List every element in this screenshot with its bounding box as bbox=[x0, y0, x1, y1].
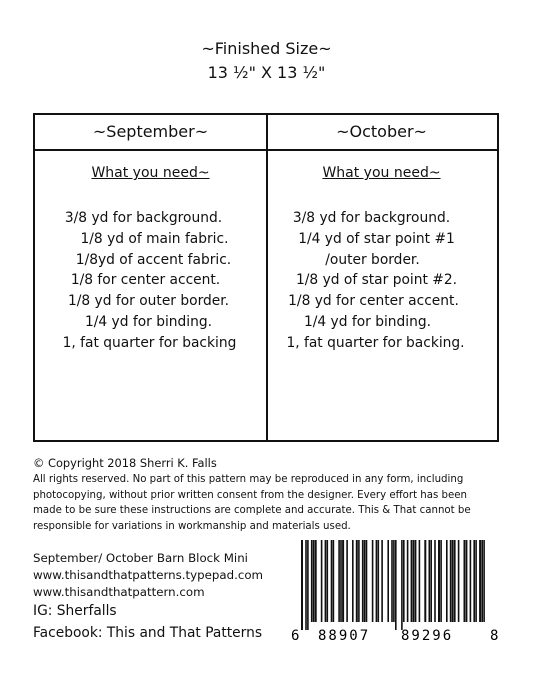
barcode-bar bbox=[393, 540, 395, 622]
list-item: 1/8 for center accent. bbox=[70, 272, 221, 289]
list-item: 1/8 yd of star point #2. bbox=[296, 272, 457, 289]
barcode-bar bbox=[362, 540, 364, 622]
barcode-bar bbox=[481, 540, 483, 622]
website-link-2[interactable]: www.thisandthatpattern.com bbox=[33, 585, 205, 599]
barcode-bar bbox=[434, 540, 436, 622]
barcode-bar bbox=[446, 540, 448, 622]
barcode-bar bbox=[331, 540, 333, 622]
barcode-bar bbox=[473, 540, 475, 622]
barcode-bars bbox=[301, 540, 485, 630]
barcode-bar bbox=[464, 540, 466, 622]
barcode-bar bbox=[313, 540, 315, 622]
barcode-bar bbox=[305, 540, 307, 630]
barcode-bar bbox=[407, 540, 409, 622]
barcode-bar bbox=[452, 540, 454, 622]
barcode-bar bbox=[415, 540, 417, 622]
barcode-bar bbox=[401, 540, 403, 630]
barcode-bar bbox=[321, 540, 323, 622]
list-item: 1/8 yd for outer border. bbox=[67, 293, 230, 310]
rights-paragraph bbox=[33, 472, 508, 534]
barcode-bar bbox=[358, 540, 360, 622]
barcode-bar bbox=[458, 540, 460, 622]
barcode-bar bbox=[465, 540, 467, 622]
barcode-bar bbox=[403, 540, 405, 622]
barcode-bar bbox=[366, 540, 368, 622]
barcode-bar bbox=[440, 540, 442, 622]
finished-size-block bbox=[0, 37, 533, 85]
upc-barcode bbox=[287, 540, 502, 643]
barcode-bar bbox=[475, 540, 477, 622]
barcode-bar bbox=[307, 540, 309, 630]
october-items bbox=[266, 208, 497, 354]
copyright-line: © Copyright 2018 Sherri K. Falls bbox=[33, 456, 217, 470]
barcode-digit-last: 8 bbox=[490, 628, 499, 643]
rights-line: photocopying, without prior written consent from the designer. Every effort has been bbox=[33, 489, 468, 501]
rights-line: All rights reserved. No part of this pattern may be reproduced in any form, including bbox=[33, 474, 464, 485]
barcode-digit-first: 6 bbox=[291, 628, 300, 643]
september-header: ~September~ bbox=[35, 115, 266, 151]
barcode-bar bbox=[376, 540, 378, 622]
barcode-bar bbox=[429, 540, 431, 622]
list-item: 1, fat quarter for backing bbox=[62, 334, 237, 351]
october-column bbox=[266, 115, 497, 440]
instagram-handle: IG: Sherfalls bbox=[33, 603, 117, 619]
october-header: ~October~ bbox=[266, 115, 497, 151]
finished-size-value: 13 ½" X 13 ½" bbox=[207, 63, 326, 82]
barcode-bar bbox=[470, 540, 472, 622]
list-item: 1/8yd of accent fabric. bbox=[75, 251, 232, 268]
website-link-1[interactable]: www.thisandthatpatterns.typepad.com bbox=[33, 568, 264, 582]
barcode-bar bbox=[454, 540, 456, 622]
list-item: 1/8 yd of main fabric. bbox=[80, 230, 229, 247]
barcode-bar bbox=[419, 540, 421, 622]
barcode-bar bbox=[340, 540, 342, 622]
october-subheader: What you need~ bbox=[322, 165, 441, 181]
list-item: 1/4 yd of star point #1 bbox=[298, 230, 455, 247]
barcode-bar bbox=[352, 540, 354, 622]
barcode-bar bbox=[438, 540, 440, 622]
barcode-group-2: 89296 bbox=[401, 628, 454, 643]
barcode-bar bbox=[395, 540, 397, 630]
list-item: 1/4 yd for binding. bbox=[303, 313, 432, 330]
barcode-bar bbox=[479, 540, 481, 622]
barcode-bar bbox=[342, 540, 344, 622]
barcode-bar bbox=[411, 540, 413, 622]
pattern-name: September/ October Barn Block Mini bbox=[33, 551, 248, 565]
finished-size-title: ~Finished Size~ bbox=[201, 39, 332, 58]
barcode-bar bbox=[391, 540, 393, 622]
barcode-bar bbox=[327, 540, 329, 622]
barcode-bar bbox=[338, 540, 340, 622]
september-column bbox=[35, 115, 268, 440]
september-items bbox=[35, 208, 266, 354]
barcode-bar bbox=[315, 540, 317, 622]
september-subheader: What you need~ bbox=[91, 165, 210, 181]
barcode-bar bbox=[301, 540, 303, 630]
list-item: 1/4 yd for binding. bbox=[84, 313, 213, 330]
list-item: 3/8 yd for background. bbox=[292, 210, 451, 226]
barcode-bar bbox=[387, 540, 389, 622]
barcode-bar bbox=[378, 540, 380, 622]
list-item: 1, fat quarter for backing. bbox=[286, 334, 465, 351]
barcode-bar bbox=[311, 540, 313, 622]
barcode-bar bbox=[413, 540, 415, 622]
barcode-bar bbox=[364, 540, 366, 622]
barcode-bar bbox=[430, 540, 432, 622]
barcode-bar bbox=[325, 540, 327, 622]
facebook-page: Facebook: This and That Patterns bbox=[33, 625, 263, 641]
barcode-bar bbox=[424, 540, 426, 622]
barcode-bar bbox=[450, 540, 452, 622]
rights-line: responsible for variations in workmanship and materials used. bbox=[33, 520, 351, 532]
barcode-bar bbox=[356, 540, 358, 622]
barcode-bar bbox=[346, 540, 348, 622]
barcode-group-1: 88907 bbox=[318, 628, 371, 643]
rights-line: made to be sure these instructions are complete and accurate. This & That cannot be bbox=[33, 505, 471, 516]
requirements-table bbox=[33, 113, 499, 442]
barcode-bar bbox=[372, 540, 374, 622]
barcode-bar bbox=[483, 540, 485, 622]
list-item: 3/8 yd for background. bbox=[64, 210, 223, 226]
barcode-bar bbox=[333, 540, 335, 622]
list-item: 1/8 yd for center accent. bbox=[288, 293, 459, 310]
barcode-bar bbox=[381, 540, 383, 622]
list-item: /outer border. bbox=[325, 251, 420, 268]
